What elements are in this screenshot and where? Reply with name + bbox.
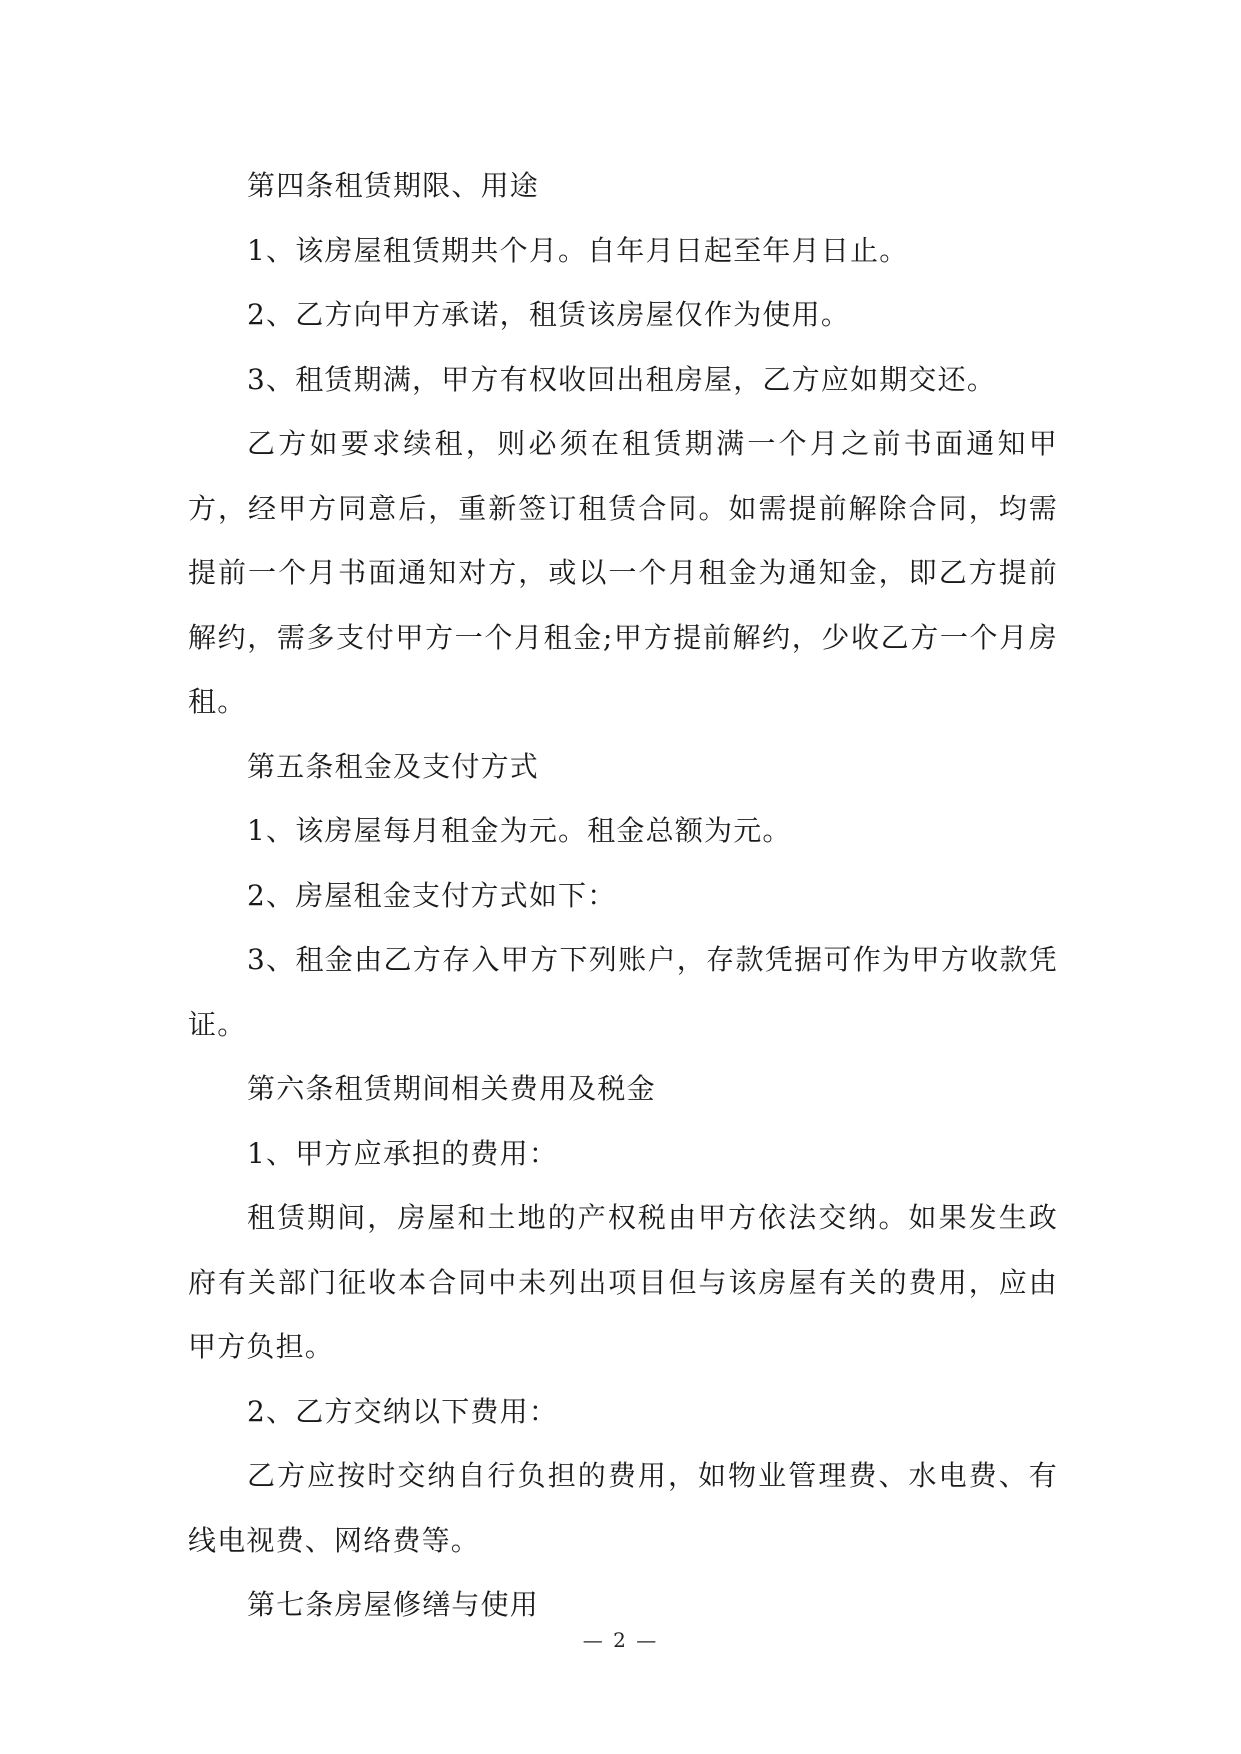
paragraph: 1、该房屋每月租金为元。租金总额为元。 <box>247 814 792 847</box>
paragraph: 3、租金由乙方存入甲方下列账户，存款凭据可作为甲方收款凭证。 <box>188 943 1058 1041</box>
paragraph: 乙方应按时交纳自行负担的费用，如物业管理费、水电费、有线电视费、网络费等。 <box>188 1459 1058 1557</box>
paragraph: 2、乙方向甲方承诺，租赁该房屋仅作为使用。 <box>247 298 851 331</box>
section-heading-6: 第六条租赁期间相关费用及税金 <box>247 1072 656 1105</box>
paragraph: 乙方如要求续租，则必须在租赁期满一个月之前书面通知甲方，经甲方同意后，重新签订租赁合同。如需提前解除合同，均需提前一个月书面通知对方，或以一个月租金为通知金，即乙方提前解约，需多支付甲方一个月租金;甲方提前解约，少收乙方一个月房租。 <box>188 427 1058 718</box>
paragraph: 1、甲方应承担的费用： <box>247 1136 559 1170</box>
section-heading-5: 第五条租金及支付方式 <box>247 749 540 783</box>
paragraph: 租赁期间，房屋和土地的产权税由甲方依法交纳。如果发生政府有关部门征收本合同中未列出项目但与该房屋有关的费用，应由甲方负担。 <box>188 1201 1058 1363</box>
paragraph: 3、租赁期满，甲方有权收回出租房屋，乙方应如期交还。 <box>247 362 997 396</box>
paragraph: 2、乙方交纳以下费用： <box>247 1394 559 1428</box>
document-body <box>188 154 1058 1638</box>
section-heading-7: 第七条房屋修缮与使用 <box>247 1588 540 1621</box>
section-heading-4: 第四条租赁期限、用途 <box>247 169 540 202</box>
page-number: — 2 — <box>582 1628 659 1652</box>
paragraph: 2、房屋租金支付方式如下： <box>247 878 617 912</box>
paragraph: 1、该房屋租赁期共个月。自年月日起至年月日止。 <box>247 233 909 267</box>
